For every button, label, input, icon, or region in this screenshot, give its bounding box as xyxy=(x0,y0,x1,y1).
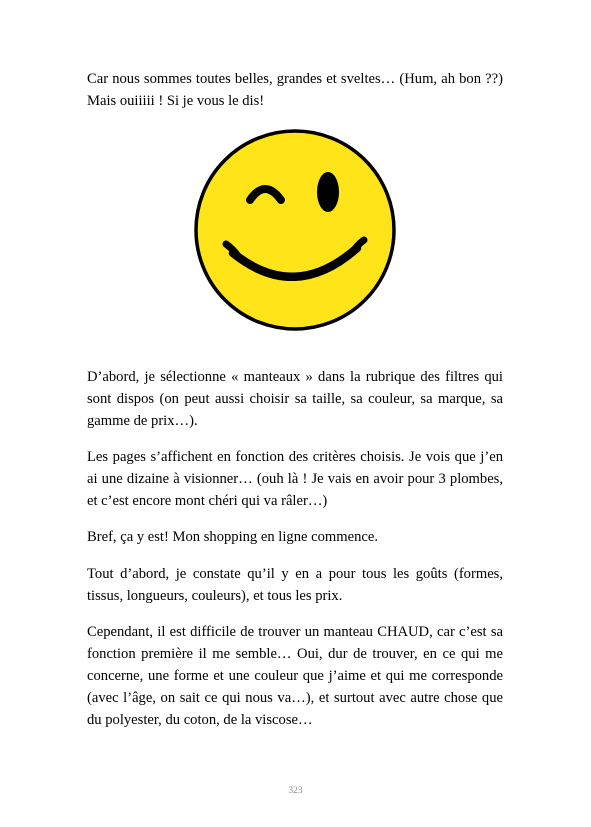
paragraph-pages: Les pages s’affichent en fonction des critères choisis. Je vois que j’en ai une dizaine à visionner… (ouh là ! Je vais en avoir pour 3 plombes, et c’est encore mont chéri qui va râler…) xyxy=(87,449,503,509)
winking-smiley-icon xyxy=(193,128,397,332)
paragraph-warm-coat: Cependant, il est difficile de trouver un manteau CHAUD, car c’est sa fonction première il me semble… Oui, dur de trouver, en ce qui me concerne, une forme et une couleur que j’aime et qui me corresponde (avec l’âge, on sait ce qui nous va…), et surtout avec autre chose que du polyester, du coton, de la viscose… xyxy=(87,624,503,728)
page-number: 323 xyxy=(288,786,303,796)
paragraph-shopping-start: Bref, ça y est! Mon shopping en ligne commence. xyxy=(87,529,378,545)
smiley-face xyxy=(196,131,394,329)
paragraph-intro: Car nous sommes toutes belles, grandes et sveltes… (Hum, ah bon ??) Mais ouiiiii ! Si je vous le dis! xyxy=(87,71,503,109)
paragraph-choices: Tout d’abord, je constate qu’il y en a pour tous les goûts (formes, tissus, longueurs, couleurs), et tous les prix. xyxy=(87,566,503,604)
smiley-open-eye xyxy=(317,172,339,212)
paragraph-filters: D’abord, je sélectionne « manteaux » dans la rubrique des filtres qui sont dispos (on peut aussi choisir sa taille, sa couleur, sa marque, sa gamme de prix…). xyxy=(87,369,503,429)
